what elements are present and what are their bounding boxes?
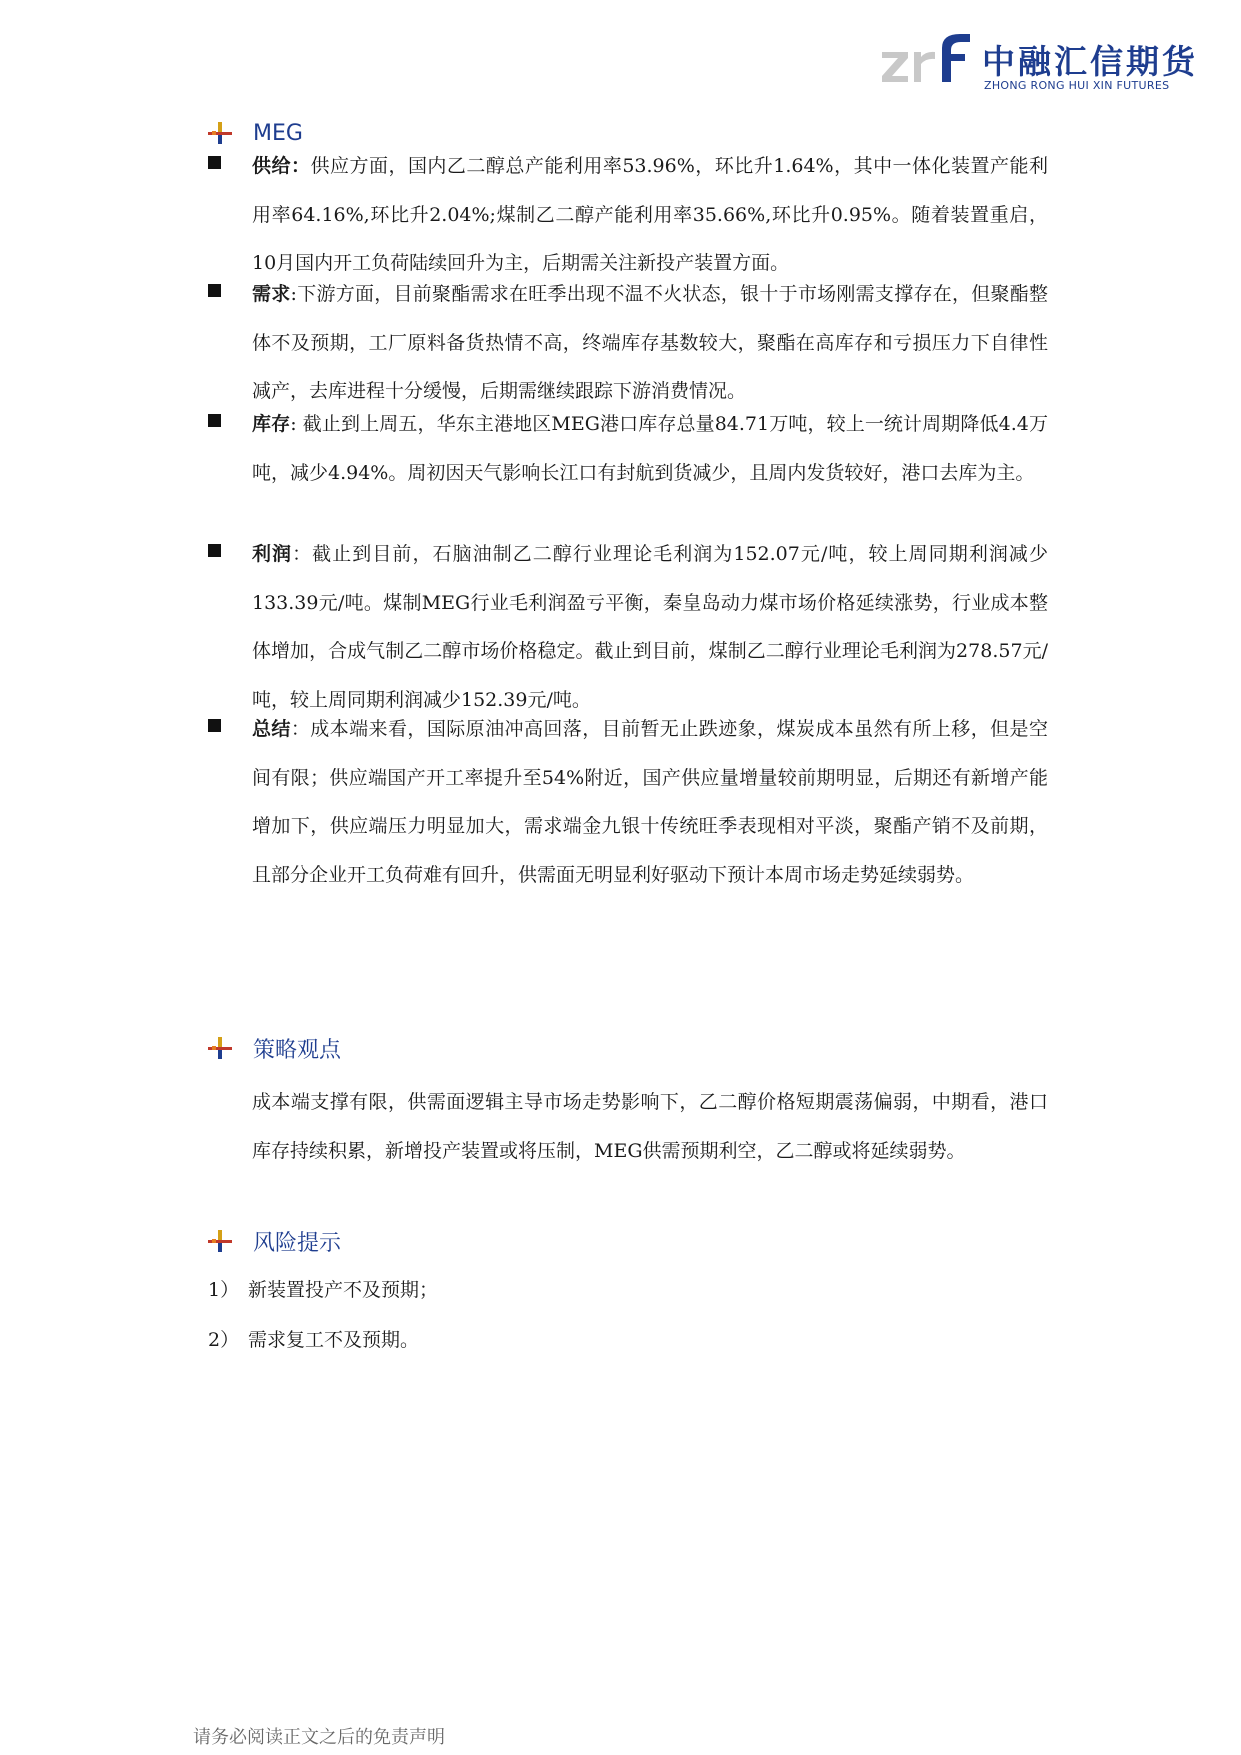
bullet-label: 库存 xyxy=(252,413,291,435)
bullet-square-icon xyxy=(208,544,221,557)
bullet-text: :下游方面，目前聚酯需求在旺季出现不温不火状态，银十于市场刚需支撑存在，但聚酯整体不及预期，工厂原料备货热情不高，终端库存基数较大，聚酯在高库存和亏损压力下自律性减产，去库进程十分缓慢，后期需继续跟踪下游消费情况。 xyxy=(252,283,1048,402)
bullet-square-icon xyxy=(208,156,221,169)
bullet-paragraph xyxy=(252,400,1048,497)
company-logo xyxy=(880,22,1198,100)
section-marker-icon xyxy=(207,1035,233,1061)
bullet-square-icon xyxy=(208,284,221,297)
footer-disclaimer: 请务必阅读正文之后的免责声明 xyxy=(193,1727,445,1748)
bullet-text: 供应方面，国内乙二醇总产能利用率53.96%，环比升1.64%，其中一体化装置产能利用率64.16%,环比升2.04%;煤制乙二醇产能利用率35.66%,环比升0.95%。随着装置重启，10月国内开工负荷陆续回升为主，后期需关注新投产装置方面。 xyxy=(252,155,1048,274)
section-title: MEG xyxy=(253,120,303,146)
risk-text: 新装置投产不及预期； xyxy=(248,1279,439,1301)
bullet-paragraph xyxy=(252,705,1048,899)
section-title: 风险提示 xyxy=(253,1230,342,1256)
logo-chinese-name: 中融汇信期货 xyxy=(982,42,1198,81)
section-marker-icon xyxy=(207,120,233,146)
strategy-paragraph: 成本端支撑有限，供需面逻辑主导市场走势影响下，乙二醇价格短期震荡偏弱，中期看，港口库存持续积累，新增投产装置或将压制，MEG供需预期利空，乙二醇或将延续弱势。 xyxy=(252,1091,1048,1162)
bullet-text: ：截止到目前，石脑油制乙二醇行业理论毛利润为152.07元/吨，较上周同期利润减少133.39元/吨。煤制MEG行业毛利润盈亏平衡，秦皇岛动力煤市场价格延续涨势，行业成本整体增加，合成气制乙二醇市场价格稳定。截止到目前，煤制乙二醇行业理论毛利润为278.57元/吨，较上周同期利润减少152.39元/吨。 xyxy=(252,543,1048,711)
section-heading-strategy xyxy=(207,1030,341,1066)
risk-number: 1） xyxy=(208,1279,240,1301)
bullet-label: 利润 xyxy=(252,543,293,565)
bullet-label: 需求 xyxy=(252,283,291,305)
bullet-square-icon xyxy=(208,719,221,732)
bullet-paragraph xyxy=(252,530,1048,724)
risk-text: 需求复工不及预期。 xyxy=(248,1329,420,1351)
zrf-logo-icon xyxy=(880,30,976,92)
section-marker-icon xyxy=(207,1228,233,1254)
bullet-paragraph xyxy=(252,142,1048,288)
section-title: 策略观点 xyxy=(253,1037,342,1063)
bullet-text: ：成本端来看，国际原油冲高回落，目前暂无止跌迹象，煤炭成本虽然有所上移，但是空间有限；供应端国产开工率提升至54%附近，国产供应量增量较前期明显，后期还有新增产能增加下，供应端压力明显加大，需求端金九银十传统旺季表现相对平淡，聚酯产销不及前期，且部分企业开工负荷难有回升，供需面无明显利好驱动下预计本周市场走势延续弱势。 xyxy=(252,718,1048,886)
bullet-paragraph xyxy=(252,270,1048,416)
risk-item xyxy=(208,1325,419,1355)
risk-item xyxy=(208,1275,438,1305)
bullet-square-icon xyxy=(208,414,221,427)
bullet-label: 供给： xyxy=(252,155,311,177)
bullet-label: 总结 xyxy=(252,718,291,740)
section-heading-risk xyxy=(207,1223,341,1259)
risk-number: 2） xyxy=(208,1329,240,1351)
bullet-text: : 截止到上周五，华东主港地区MEG港口库存总量84.71万吨，较上一统计周期降低4.4万吨，减少4.94%。周初因天气影响长江口有封航到货减少，且周内发货较好，港口去库为主。 xyxy=(252,413,1048,484)
logo-english-name: ZHONG RONG HUI XIN FUTURES xyxy=(984,79,1170,92)
